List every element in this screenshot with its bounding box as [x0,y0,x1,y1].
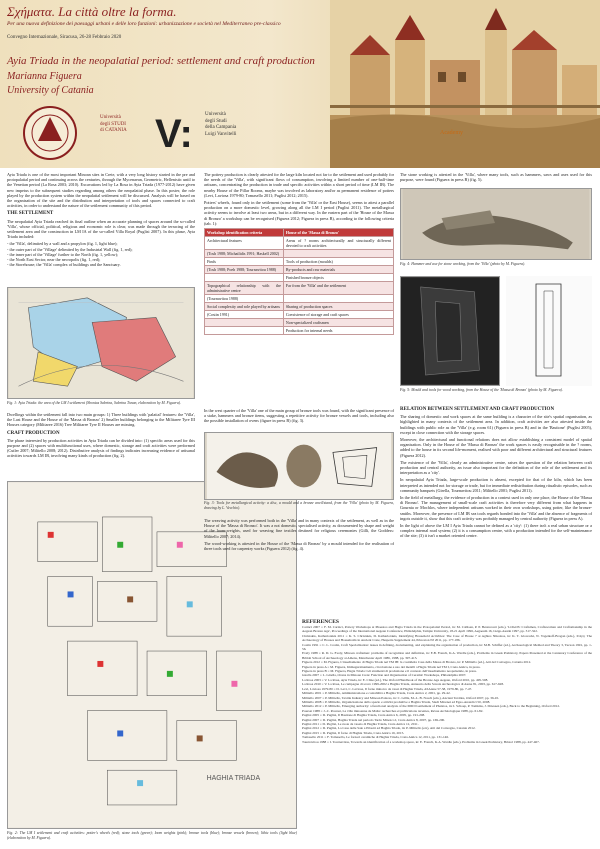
relation-paragraph-4: In neopalatial Ayia Triada, large-scale production is absent, excepted for that of the kiln, which has been interpreted as intended not for storage or trade, but for immediate redistribution during ritualistic episodes, such as community banquets (Girella, Tournavitou 2011; Militello 2001; Puglisi 2011). [400,477,592,493]
unict-name: Università degli STUDI di CATANIA [100,115,127,133]
reference-item: Carinci 2007 = F. M. Carinci, Pottery Workshops at Phaestos and Hagia Triada in the Protopalatial Period, in: M. Callisen, P. P. Betancourt (eds.), 'LOGOS: Craftsmen, Craftswomen and Craftsmanship in the Aegean Bronze Age', Proceedings of the International Aegean Conference, Philadelphia, Temple University, 18-21 April 1996, Aegaeum 16, Liège-Austin 1997, pp. 317-322. [302,625,592,634]
list-item: - the outer part of the 'Village' delimited by the Industrial Wall (fig. 1, red); [7,246,133,252]
column-2-middle [204,408,394,426]
references-list [302,625,592,744]
pottery-paragraph: The pottery production is clearly attested for the large kiln located not far to the settlement and used probably for the needs of the 'Villa', with significant flows of consumption, involving a limited number of one-half-time artisans, concentrating the production in trade and specific activities within a short period of time (LM IB). The nearby House of the Pillar Rooms, maybe was involved as laboratory and/or as permanent residence of potters (Levi, Laviosa 1979-80; Tomasello 2011; Puglisi 2012; 2015). [204,172,394,198]
settlement-list [7,241,195,267]
settlement-paragraph: The neopalatial Ayia Triada reached its final outline when an accurate planning of spaces around the so-called 'Villa', whose official, political, religious and economic role is clear, was made through the terracing of the settlement area and the construction in LM IA of the so-called Villa Royal (Puglisi 2007). In this phase, Ayia Triada included: [7,218,195,240]
figure-4-stone-tools [400,188,592,260]
reference-item: Girella 2007 = L. Girella, Ovens in Minoan Crete: Function and Organisation of Ceramic Workshops, Philadelphia 2007. [302,673,467,678]
weaving-paragraph: The weaving activity was performed both in the 'Villa' and in many contexts of the settlement, as well as in the House of the 'Massa di Bronzo'. It was a not domestic, specialised activity, as documented by shape and weight of the loom-weights, used for weaving fine textiles destined for religious ceremonies (Gilli, the Goddess: Militello 2007; 2014). [204,518,394,539]
table-row: (Costin 1991) Coexistence of storage and craft spaces [205,311,394,319]
list-item: - the 'Villa', delimited by a wall and a propylon (fig. 1, light blue); [7,241,118,247]
metallurgy-paragraph: Potters' wheels, found only in the settlement (some from the 'Villa' or the East House), seems to attest a parallel production on a more domestic level, growing along all the LM I period (Puglisi 2011). The metallurgical activity seems to involve at least two areas, but in a different way. In the eastern part of the 'House of the Massa di Bronzo' a workshop can be recognised (Figuera 2012; Figuera in press B), according to the following criteria (tab. 1): [204,200,394,226]
reference-item: Costin 1991 = C. L. Costin, Craft Specialization: issues in defining, documenting, and explaining the organization of production, in: M.B. Schiffer (ed.), Archaeological Method and Theory 3, Tucson 1991, pp. 1-56. [302,642,592,652]
relation-paragraph-1: The sharing of domestic and work spaces at the same building is a character of the site's spatial organisation, as highlighted in many contexts of the settlement area. In addition, craft activities are also attested inside the buildings with public role as the 'Villa' (e.g. room 61) (Figuera in press B) and in the 'Bastione' (Puglisi 2005), except in close connection with the storage spaces. [400,414,592,435]
list-item: - the Storehouse; the 'Villa' complex of buildings and the Sanctuary. [7,262,121,268]
reference-item: Puglisi 2005 = D. Puglisi, Il Bastione di Haghia Triada, Creta Antica 6, 2005, pp. 191-208. [302,713,426,718]
table-row: Finds Tools of production (moulds) [205,258,394,266]
section-heading-settlement: THE SETTLEMENT [7,211,54,217]
intro-paragraph: Ayia Triada is one of the most important Minoan sites in Crete, with a very long history started in the pre and protopalatial period and continuing across the centuries, through the Mycenaean, Geometric, Hellenistic until to the Venetian period (La Rosa 2003; 2010). Excavations led by La Rosa in Ayia Triada (1977-2012) have given new impetus to the subsequent studies regarding among others the neopalatial phase. In this poster, the role played by the production system within the neopalatial settlement will be discussed. Analysis will be based on the organisation of the site and the distribution and interpretation of tools and spaces connected to craft activities, in order to understand the nature of the settlement community of this period. [7,172,195,209]
relation-paragraph-2: Moreover, the architectural and functional relations does not allow establishing a consistent model of spatial organisation. Only in the House of the 'Massa di Bronzo' the work spaces is easily recognisable in the ? rooms, added to the house in its second life-moment, realised with poor and different architectural and structural features (Figuera 2012). [400,437,592,458]
section-heading-relation: RELATION BETWEEN SETTLEMENT AND CRAFT PRODUCTION [400,407,555,412]
figure-2-caption: Fig. 2: The LM I settlement and craft activities: potter's wheels (red); stone tools (green); loom weights (pink); bronze tools (blue); bronze vessels (brown); lithic tools (light blue) (elaboration by M. Figuera). [7,831,297,840]
relation-paragraph-5: In the field of metallurgy, the evidence of production in a context used in only one place, the House of the 'Massa di Bronzo'. The management of small-scale craft activities is therefore very different from what happens in Gournia or Mochlos, where independent artisans worked in their own workshops, using potter, like the bronze-smiths. Moreover, the presence of LM IB sea tools regards bonded into the 'Villa' and the absence of fragments of ingots outside it, show that this craft activity was probably managed by central authority (Figuera in press A). [400,495,592,521]
table-header: House of the 'Massa di Bronzo' [283,229,393,237]
reference-item: Levi, Laviosa 1979-80 = D. Levi, C. Laviosa, Il forno minoico da vasai di Haghia Triada, ASAtene 57-58, 1979-80, pp. 7-47. [302,686,473,691]
table-row: (Tournavitou 1988) [205,295,394,303]
reference-item: Tomasello 2011 = F. Tomasello, Le fornaci ceramiche di Haghia Triada, Creta Antica 12, 2011, pp. 131-146. [302,735,449,740]
column-1-lower [7,412,195,461]
figure-5-mould [400,276,500,386]
reference-item: Figuera in press B = M. Figuera, Hagia Triada: Gli strumenti di produzione e il contesto dell'insediamento neopalaziale, in press. [302,669,477,674]
table-header: Workshop identification criteria [205,229,284,237]
table-row: Topographical relationship with the administrative centre Far from the 'Villa' and the settlement [205,282,394,295]
reference-item: Tournavitou 1988 = I. Tournavitou, Towards an identification of a workshop space, in: E. French, K.A. Wardle (eds.), Problems in Greek Prehistory, Bristol 1988, pp. 447-467. [302,739,540,744]
relation-paragraph-3: The existence of the 'Villa', clearly an administrative centre, raises the question of the relation between craft production and central authority, an issue also important for the definition of the role of the settlement and its interpretation as a 'city'. [400,459,592,476]
figure-4-caption: Fig. 4: Hammer and axe for stone working, from the 'Villa' (photo by M. Figuera). [400,262,526,266]
reference-item: Militello 2008 = P. Militello, Organizzazione dello spazio e attività produttive a Haghia Triada, Studi Micenei ed Egeo-Anatolici 50, 2008. [302,699,491,704]
figure-5-caption: Fig. 5: Mould and tools for wood working, from the House of the 'Massa di Bronzo' (photo by M. Figuera). [400,388,563,392]
figure-1-settlement-map [7,287,195,399]
table-row: Finished bronze objects [205,274,394,282]
relation-paragraph-6: In the light of above the LM I Ayia Triada cannot be defined as a 'city': (1) there isn't a real urban structure or a complex internal road system; (2) it is a consumption centre, with a production intended for the self-maintenance of the site; (3) it isn't a market oriented centre. [400,523,592,539]
dwellings-paragraph: Dwellings within the settlement fall into two main groups: 1) Three buildings with 'palatial' features: the 'Villa', the Last House and the House of the 'Massa di Bronzo' 2) Smaller buildings belonging to the Militaree Tyre III Houses category (Militaree 2016) Tree Militaree Tyre II Houses are missing. [7,412,195,428]
column-1 [7,172,195,267]
reference-item: La Rosa 2010 = V. La Rosa, Le campagne di scavo 1999-2002 a Haghia Triada, Annuario della Scuola Archeologica di Atene 81, 2003, pp. 617-628. [302,682,504,687]
map-label: HAGHIA TRIADA [206,775,261,783]
craft-paragraph: The phase interested by production activities in Ayia Triada can be divided into: (1) specific areas used for this purpose and (2) spaces with multifunctional uses, where domestic, storage and craft activities were performed (Cutler 2007; Militello 2008; 2012). Distributive analysis of findings indicates increasing evidence of artisanal activities towards LM IB, involving many kinds of production (fig. 2). [7,437,195,459]
column-3-relation [400,404,592,541]
figure-5-tools-drawing [506,276,592,386]
reference-item: Figuera 2012 = M. Figuera, L'insediamento di Hagia Triada nel TM IB: la cosiddetta Casa della Massa di Bronzo, in: P. Militello (ed.), Atti del Convegno, Catania 2012. [302,660,532,665]
unict-logo [10,103,100,163]
reference-item: Puglisi 2015 = D. Puglisi, Il forno di Haghia Triada, Creta Antica 16, 2015. [302,730,405,735]
reference-item: Militello 2012 = P. Militello, Emerging authority: a functional analysis of the MM II settlement of Phaistos, in: I. Schoep, P. Tomkins, J. Driessen (eds.), Back to the Beginning, Oxford 2012. [302,704,560,709]
column-2 [204,172,394,335]
figure-3-caption: Fig. 3: Tools for metallurgical activity: a disc, a mould and a bronze anvil/stand, from the 'Villa' (photo by M. Figuera, drawing by L. Vecchio). [204,501,394,510]
column-2-lower [204,518,394,553]
reference-item: Puglisi 2007 = D. Puglisi, Haghia Triada nel periodo Tardo Minoico I, Creta Antica 8, 2007, pp. 169-200. [302,717,446,722]
list-item: - the inner part of the 'Village' further to the North (fig. 1, yellow); [7,251,119,257]
table-row: Architectural features Areas of ? rooms architecturally and structurally different devoted to craft activities [205,237,394,250]
reference-item: Militello 2007 = P. Militello, Textile Industry and Minoan Palaces, in: C. Gillis, M.-L. B. Nosch (eds.), Ancient Textiles, Oxford 2007, pp. 36-45. [302,695,500,700]
reference-item: Christakis, Kathariotakis 2011 = K. S. Christakis, D. Kathariotakis, Identifying Household Activities: The Case of House 7 at Aghios Nikolaos, in: K. T. Glowacki, N. Vogeikoff-Brogan (eds.), Στέγη: The Archaeology of Houses and Households in Ancient Crete, Hesperia Supplement 44, Princeton NJ 2011, pp. 177-186. [302,633,592,643]
references-block [302,619,592,843]
bronze-tools-paragraph: In the west quarter of the 'Villa' one of the main group of bronze tools was found, with the significant presence of a stake, hammers and bronze items, suggesting a repetitive activity for bronze vessels and tools, including also the possible installation of ovens (figure in press B) (fig. 3). [204,408,394,424]
figure-3-metallurgy-tools [204,432,394,500]
poster-series-title: Σχήματα. La città oltre la forma. [7,4,177,19]
workshop-criteria-table [204,228,394,335]
figure-1-caption: Fig. 1: Ayia Triada: the area of the LM I settlement (Sbonias Sabrina, Sabrina Tonan, elaboration by M. Figuera). [7,401,181,405]
reference-item: Militello 2001 = P. Militello, Amministrazione e contabilità a Haghia Triada, Creta Antica 2, 2001, pp. 29-42. [302,691,451,696]
vanvitelli-logo: V: [155,112,193,156]
paper-title: Ayia Triada in the neopalatial period: settlement and craft production [7,55,315,67]
academy-logo: Academy [440,130,463,136]
reference-item: Puglisi 2011 = D. Puglisi, Le ruote da vasaio di Haghia Triada, Creta Antica 12, 2011. [302,721,419,726]
table-row: Social complexity and role played by artisans Sharing of production spaces [205,303,394,311]
table-row: Production for internal needs [205,327,394,335]
vanvitelli-name: Università degli Studi della Campania Luigi Vanvitelli [205,112,237,137]
conference-info: Convegno Internazionale, Siracusa, 26-28 Febbraio 2020 [7,35,122,40]
poster-header [0,0,600,168]
woodworking-paragraph: The wood-working is attested in the House of the 'Massa di Bronzo' by a mould intended for the realisation of three tools used for carpentry works (Figuera 2012) (fig. 4). [204,540,394,552]
table-row: (Tosh 1988; Poeh 1988; Tournavitou 1988) By-products and raw materials [205,266,394,274]
table-row: Non-specialized craftsmen [205,319,394,327]
list-item: - the North East Sector, near the necropolis (fig. 1, red); [7,257,101,263]
section-heading-craft: CRAFT PRODUCTION [7,430,60,436]
column-3 [400,172,592,184]
reference-item: La Rosa 2003 = V. La Rosa, Ayia Triada, in: E. Cline (ed.), The Oxford Handbook of the Bronze Age Aegean, Oxford 2010, pp. 495-508. [302,677,489,682]
reference-item: Figuera in press A = M. Figuera, Immagazzinamento, circolazione e uso dei metalli a Hagia Triada nel TM I, Creta Antica, in press. [302,664,481,669]
poster-subtitle: Per una nuova definizione dei paesaggi urbani e delle loro funzioni: urbanizzazione e società nel Mediterraneo pre-classico [7,21,281,27]
reference-item: Poursat 1988 = J.-C. Poursat, La ville minoenne de Malia: recherches et publications récentes, Revue Archéologique 1988, pp. 61-82. [302,708,484,713]
table-row: (Tosh 1988; Michailidis 1991; Haskell 2002) [205,250,394,258]
city-illustration [330,0,600,168]
reference-item: Puglisi 2012 = D. Puglisi, La Casa delle Sale a Pilastri ad Haghia Triada, in: P. Militello (ed.), Atti del Convegno, Catania 2012. [302,726,476,731]
affiliation: University of Catania [7,85,94,96]
references-heading: REFERENCES [302,619,339,625]
author-name: Marianna Figuera [7,71,82,82]
stone-working-paragraph: The stone working is attested in the 'Villa', where many tools, such as hammers, saws and axes used for this purpose, were found (Figuera in press B) (fig. 5). [400,172,592,183]
reference-item: Evely 1988 = R. D. G. Evely, Minoan craftsmen: problems of recognition and definition, in: E.B. French, K.A. Wardle (eds.), Problems in Greek Prehistory, Papers Presented at the Centenary Conference of the British School of Archaeology at Athens, Manchester April 1986, 1988, pp. 397-415. [302,651,592,660]
